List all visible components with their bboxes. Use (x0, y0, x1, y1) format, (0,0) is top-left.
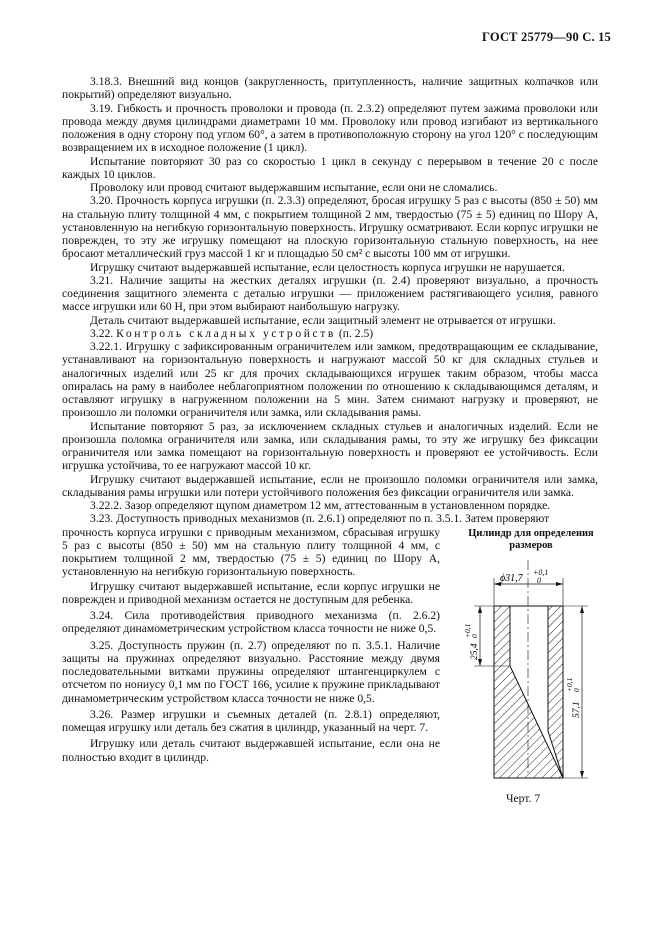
paragraph: 3.24. Сила противодействия приводного механизма (п. 2.6.2) определяют динамометрическим устройством класса точности не ниже 0,5. (62, 609, 440, 636)
page-header: ГОСТ 25779—90 С. 15 (482, 30, 611, 44)
split-area (62, 525, 598, 805)
body-text (62, 75, 598, 805)
section-ref: (п. 2.5) (338, 326, 374, 340)
figure-cylinder (454, 526, 604, 816)
left-column (62, 526, 440, 764)
paragraph: 3.23. Доступность приводных механизмов (п. 2.6.1) определяют по п. 3.5.1. Затем проверяют (90, 512, 550, 526)
figure-caption: Черт. 7 (506, 791, 541, 805)
inner-height-dim-tol-low: 0 (470, 633, 479, 638)
paragraph: Игрушку считают выдержавшей испытание, если целостность корпуса игрушки не нарушается. (90, 260, 565, 274)
paragraph: 3.19. Гибкость и прочность проволоки и провода (п. 2.3.2) определяют путем зажима проволоки или провода между двумя цилиндрами диаметрами 10 мм. Проволоку или провод изгибают из вертикального положения в одну сторону под углом 60°, а затем в противоположную сторону на угол 120° с последующим возвращением их в исходное положение (1 цикл). (62, 101, 598, 155)
paragraph: Игрушку считают выдержавшей испытание, если корпус игрушки не поврежден и приводной механизм остается не доступным для ребенка. (62, 579, 440, 606)
diameter-dim-text: ϕ31,7 (500, 572, 523, 584)
paragraph: Испытание повторяют 5 раз, за исключением складных стульев и аналогичных изделий. Если не произошла поломка ограничителя или замка, или складывания рамы, то эту же игрушку без фиксации ограничителя или замка помещают на горизонтальную поверхность и проверяют ее устойчивость. Если игрушка устойчива, то ее нагружают массой 10 кг. (62, 419, 598, 473)
total-height-dim-tol: +0,1 (565, 677, 574, 692)
paragraph: 3.20. Прочность корпуса игрушки (п. 2.3.3) определяют, бросая игрушку 5 раз с высоты (850 ± 50) мм на стальную плиту толщиной 4 мм, с покрытием толщиной 2 мм, твердостью (75 ± 5) единиц по Шору А, установленную на негибкую горизонтальную поверхность. Игрушку осматривают. Если корпус игрушки не поврежден, то эту же игрушку помещают на плоскую горизонтальную стальную поверхность, на нее бросают металлический груз массой 1 кг и площадью 50 см² с высоты 100 мм от игрушки. (62, 194, 598, 261)
total-height-dim-tol-low: 0 (572, 687, 581, 692)
paragraph-continued: прочность корпуса игрушки с приводным механизмом, сбрасывая игрушку 5 раз с высоты (850 ± 50) мм на стальную плиту толщиной 4 мм, с покрытием толщиной 2 мм, твердостью (75 ± 5) единиц по Шору А, установленную на негибкую горизонтальную поверхность. (62, 525, 440, 579)
paragraph: 3.22.1. Игрушку с зафиксированным ограничителем или замком, предотвращающим ее складывание, устанавливают на горизонтальную поверхность и нагружают массой 50 кг для складных стульев и аналогичных изделий или 25 кг для прочих складывающихся игрушек таким образом, чтобы масса опиралась на раму в наиболее неблагоприятном положении по отношению к складывающимся деталям, и оставляют игрушку в нагруженном положении на 5 мин. Затем снимают нагрузку и проверяют, не произошло ли поломки ограничителя или замка, или складывания рамы. (62, 340, 598, 420)
inner-height-dim-text: 25,4 (470, 642, 480, 660)
cylinder-drawing (454, 526, 604, 786)
section-title: Контроль складных устройств (116, 326, 337, 340)
paragraph: Игрушку или деталь считают выдержавшей испытание, если она не полностью входит в цилиндр. (62, 737, 440, 764)
figure-title: Цилиндр для определения размеров (468, 527, 594, 551)
diameter-dim-tol: +0,1 (533, 567, 549, 577)
paragraph: 3.26. Размер игрушки и съемных деталей (п. 2.8.1) определяют, помещая игрушку или деталь без сжатия в цилиндр, указанный на черт. 7. (62, 707, 440, 734)
inner-height-dim-tol: +0,1 (463, 623, 472, 638)
paragraph: 3.25. Доступность пружин (п. 2.7) определяют по п. 3.5.1. Наличие защиты на пружинах определяют визуально. Расстояние между двумя последовательными витками пружины определяют штангенциркулем с отсчетом по нониусу 0,1 мм по ГОСТ 166, усилие к пружине прикладывают динамометрическим устройством класса точности не ниже 0,5. (62, 638, 440, 705)
diameter-dim-tol-low: 0 (537, 575, 541, 585)
total-height-dim-text: 57,1 (572, 700, 582, 718)
paragraph: 3.18.3. Внешний вид концов (закругленность, притупленность, наличие защитных колпачков или покрытий) определяют визуально. (62, 75, 598, 102)
paragraph: Испытание повторяют 30 раз со скоростью 1 цикл в секунду с перерывом в течение 20 с после каждых 10 циклов. (62, 154, 598, 181)
paragraph: 3.21. Наличие защиты на жестких деталях игрушки (п. 2.4) проверяют визуально, а прочность соединения защитного элемента с деталью игрушки — приложением растягивающего усилия, равного массе игрушки или 60 Н, при этом выбирают наибольшую нагрузку. (62, 273, 598, 314)
paragraph: Игрушку считают выдержавшей испытание, если не произошло поломки ограничителя или замка, складывания рамы игрушки или потери устойчивого положения без фиксации ограничителя или замка. (62, 472, 598, 499)
paragraph: Проволоку или провод считают выдержавшим испытание, если они не сломались. (90, 181, 498, 194)
paragraph: 3.22.2. Зазор определяют щупом диаметром 12 мм, аттестованным в установленном порядке. (90, 499, 551, 512)
section-number: 3.22. (90, 326, 114, 340)
section-heading (62, 327, 598, 340)
paragraph: Деталь считают выдержавшей испытание, если защитный элемент не отрывается от игрушки. (90, 313, 556, 327)
